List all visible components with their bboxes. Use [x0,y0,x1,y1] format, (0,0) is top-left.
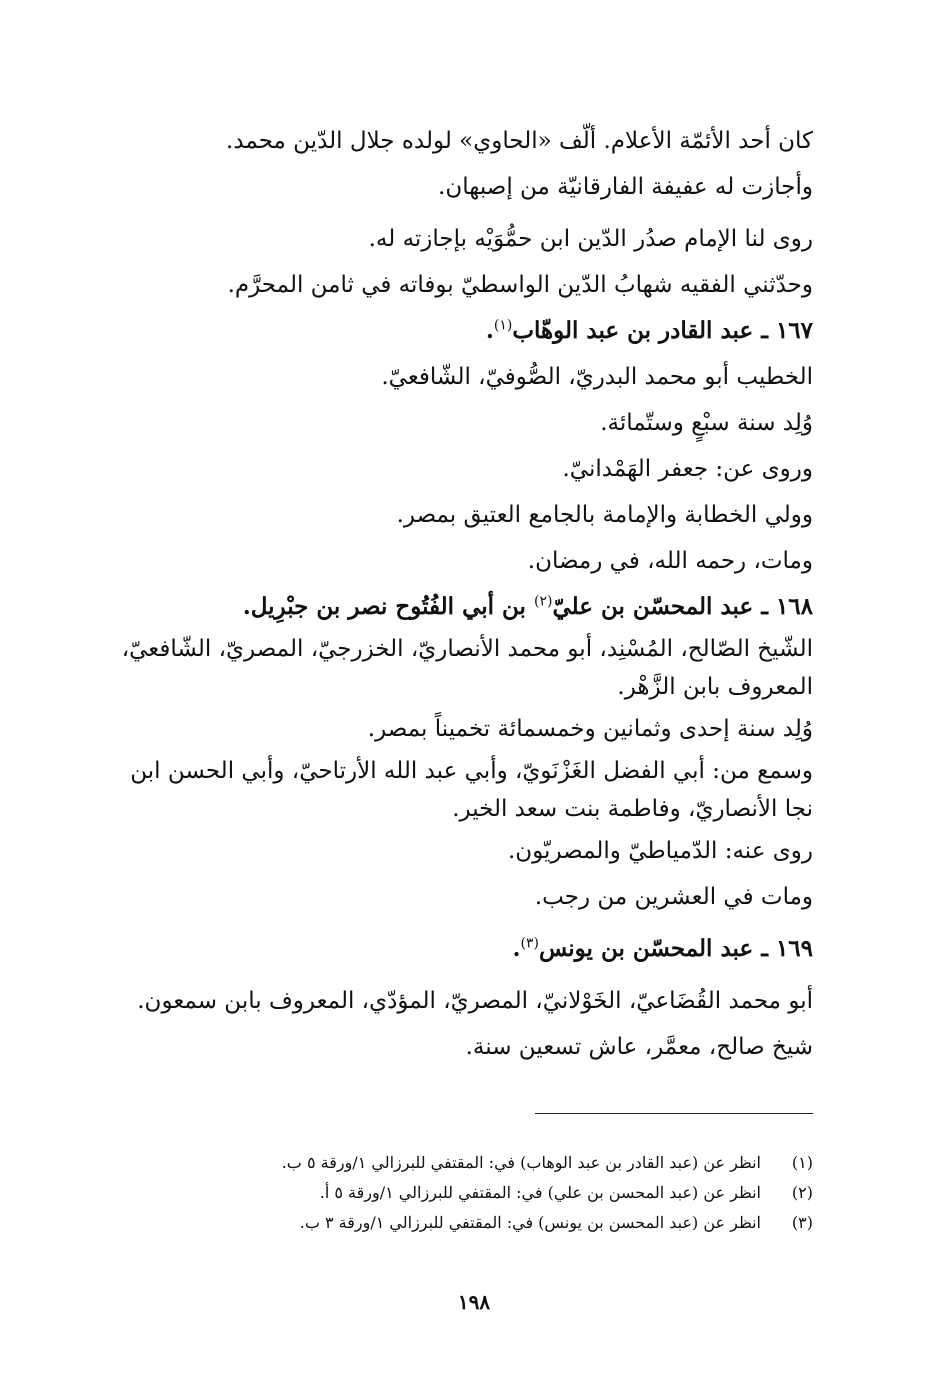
text-line: ومات، رحمه الله، في رمضان. [527,548,813,574]
text-line: وحدّثني الفقيه شهابُ الدّين الواسطيّ بوفاته في ثامن المحرَّم. [227,272,813,298]
text-line: روى لنا الإمام صدُر الدّين ابن حمُّوَيْه بإجازته له. [368,226,813,252]
entry-heading-end: بن أبي الفُتُوح نصر بن جبْرِيل. [242,593,534,620]
text-line: روى عنه: الدّمياطيّ والمصريّون. [507,838,813,864]
text-line: وروى عن: جعفر الهَمْدانيّ. [562,456,813,482]
text-line: أبو محمد القُضَاعيّ، الخَوْلانيّ، المصريّ، المؤدّي، المعروف بابن سمعون. [137,988,813,1014]
footnote [120,1178,813,1208]
text-line: ومات في العشرين من رجب. [534,884,813,910]
page-number: ١٩٨ [457,1290,491,1314]
main-text [120,118,813,1070]
footnote-number: (١) [791,1153,813,1172]
text-line: وولي الخطابة والإمامة بالجامع العتيق بمصر. [396,502,813,528]
text-line: كان أحد الأئمّة الأعلام. ألّف «الحاوي» لولده جلال الدّين محمد. [226,128,813,154]
text-line: وُلِد سنة سبْعٍ وستّمائة. [600,410,813,436]
entry-heading-end: . [485,317,494,344]
entry-heading-end: . [512,935,521,962]
text-line: وسمع من: أبي الفضل الغَزْنَويّ، وأبي عبد الله الأرتاحيّ، وأبي الحسن ابن نجا الأنصاريّ، وفاطمة بنت سعد الخير. [130,758,813,822]
footnote-number: (٣) [791,1213,813,1232]
entry-heading-title: ١٦٧ ـ عبد القادر بن عبد الوهّاب [512,317,813,344]
footnote [120,1208,813,1238]
footnotes [120,1148,813,1238]
text-line: الخطيب أبو محمد البدريّ، الصُّوفيّ، الشّافعيّ. [381,364,813,390]
text-line: وُلِد سنة إحدى وثمانين وخمسمائة تخميناً بمصر. [367,716,813,742]
entry-heading-title: ١٦٨ ـ عبد المحسّن بن عليّ [552,593,813,620]
footnote-ref: (٣) [520,935,539,952]
footnote-ref: (١) [493,317,513,334]
footnote-text: انظر عن (عبد القادر بن عبد الوهاب) في: المقتفي للبرزالي ١/ورقة ٥ ب. [281,1153,761,1172]
entry-heading-169 [120,926,813,972]
text-line: وأجازت له عفيفة الفارقانيّة من إصبهان. [438,174,813,200]
text-line: الشّيخ الصّالح، المُسْنِد، أبو محمد الأنصاريّ، الخزرجيّ، المصريّ، الشّافعيّ، المعروف بابن الزَّهْر. [121,636,813,700]
entry-heading-167 [120,308,813,354]
entry-heading-title: ١٦٩ ـ عبد المحسّن بن يونس [538,935,813,962]
footnote-separator [535,1113,813,1114]
footnote-ref: (٢) [533,593,553,610]
footnote [120,1148,813,1178]
footnote-text: انظر عن (عبد المحسن بن علي) في: المقتفي للبرزالي ١/ورقة ٥ أ. [319,1183,761,1202]
footnote-text: انظر عن (عبد المحسن بن يونس) في: المقتفي للبرزالي ١/ورقة ٣ ب. [299,1213,761,1232]
entry-heading-168 [120,584,813,630]
text-line: شيخ صالح، معمَّر، عاش تسعين سنة. [465,1034,813,1060]
footnote-number: (٢) [791,1183,813,1202]
